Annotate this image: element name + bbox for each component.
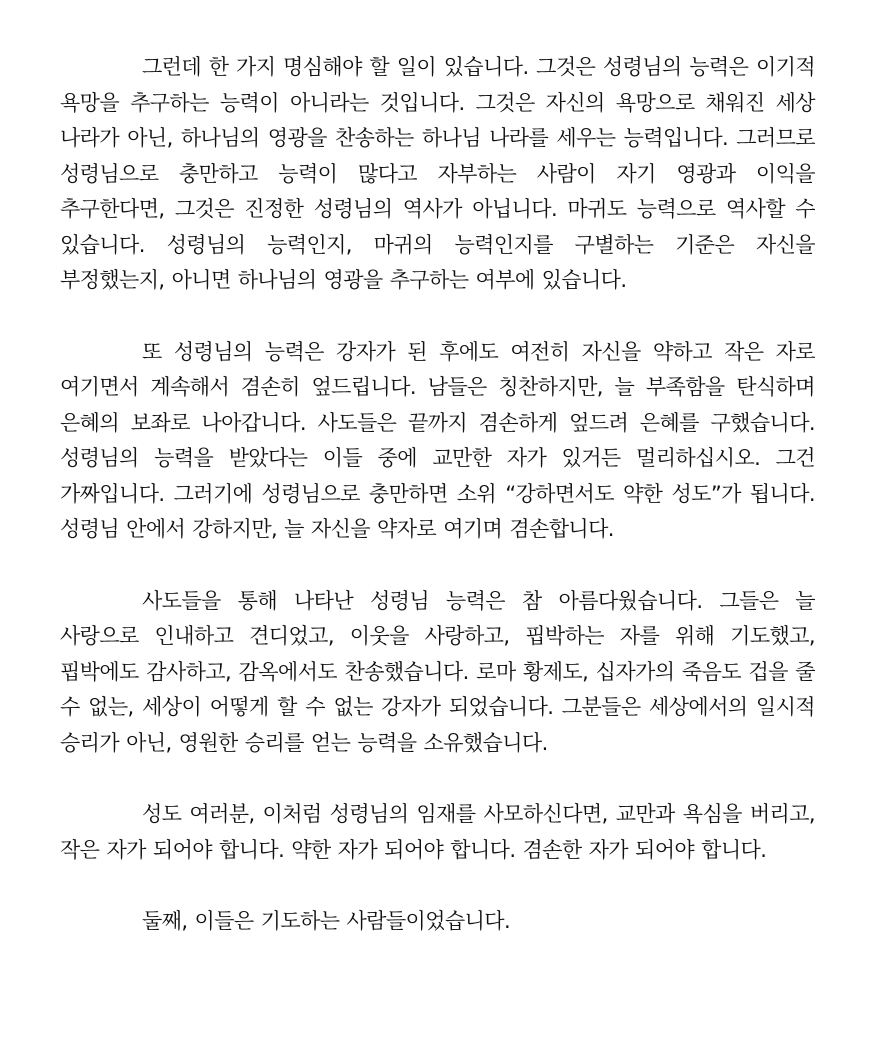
- paragraph-2: 또 성령님의 능력은 강자가 된 후에도 여전히 자신을 약하고 작은 자로 여기면서 계속해서 겸손히 엎드립니다. 남들은 칭찬하지만, 늘 부족함을 탄식하며 은혜의 보좌로 나아갑니다. 사도들은 끝까지 겸손하게 엎드려 은혜를 구했습니다. 성령님의 능력을 받았다는 이들 중에 교만한 자가 있거든 멀리하십시오. 그건 가짜입니다. 그러기에 성령님으로 충만하면 소위 “강하면서도 약한 성도”가 됩니다. 성령님 안에서 강하지만, 늘 자신을 약자로 여기며 겸손합니다.: [60, 339, 815, 541]
- document-page: [60, 50, 815, 940]
- paragraph-5: 둘째, 이들은 기도하는 사람들이었습니다.: [142, 909, 511, 933]
- paragraph-3: 사도들을 통해 나타난 성령님 능력은 참 아름다웠습니다. 그들은 늘 사랑으로 인내하고 견디었고, 이웃을 사랑하고, 핍박하는 자를 위해 기도했고, 핍박에도 감사하고, 감옥에서도 찬송했습니다. 로마 황제도, 십자가의 죽음도 겁을 줄 수 없는, 세상이 어떻게 할 수 없는 강자가 되었습니다. 그분들은 세상에서의 일시적 승리가 아닌, 영원한 승리를 얻는 능력을 소유했습니다.: [60, 588, 815, 755]
- paragraph-1: 그런데 한 가지 명심해야 할 일이 있습니다. 그것은 성령님의 능력은 이기적 욕망을 추구하는 능력이 아니라는 것입니다. 그것은 자신의 욕망으로 채워진 세상 나라가 아닌, 하나님의 영광을 찬송하는 하나님 나라를 세우는 능력입니다. 그러므로 성령님으로 충만하고 능력이 많다고 자부하는 사람이 자기 영광과 이익을 추구한다면, 그것은 진정한 성령님의 역사가 아닙니다. 마귀도 능력으로 역사할 수 있습니다. 성령님의 능력인지, 마귀의 능력인지를 구별하는 기준은 자신을 부정했는지, 아니면 하나님의 영광을 추구하는 여부에 있습니다.: [60, 55, 815, 292]
- paragraph-4: 성도 여러분, 이처럼 성령님의 임재를 사모하신다면, 교만과 욕심을 버리고, 작은 자가 되어야 합니다. 약한 자가 되어야 합니다. 겸손한 자가 되어야 합니다.: [60, 802, 815, 862]
